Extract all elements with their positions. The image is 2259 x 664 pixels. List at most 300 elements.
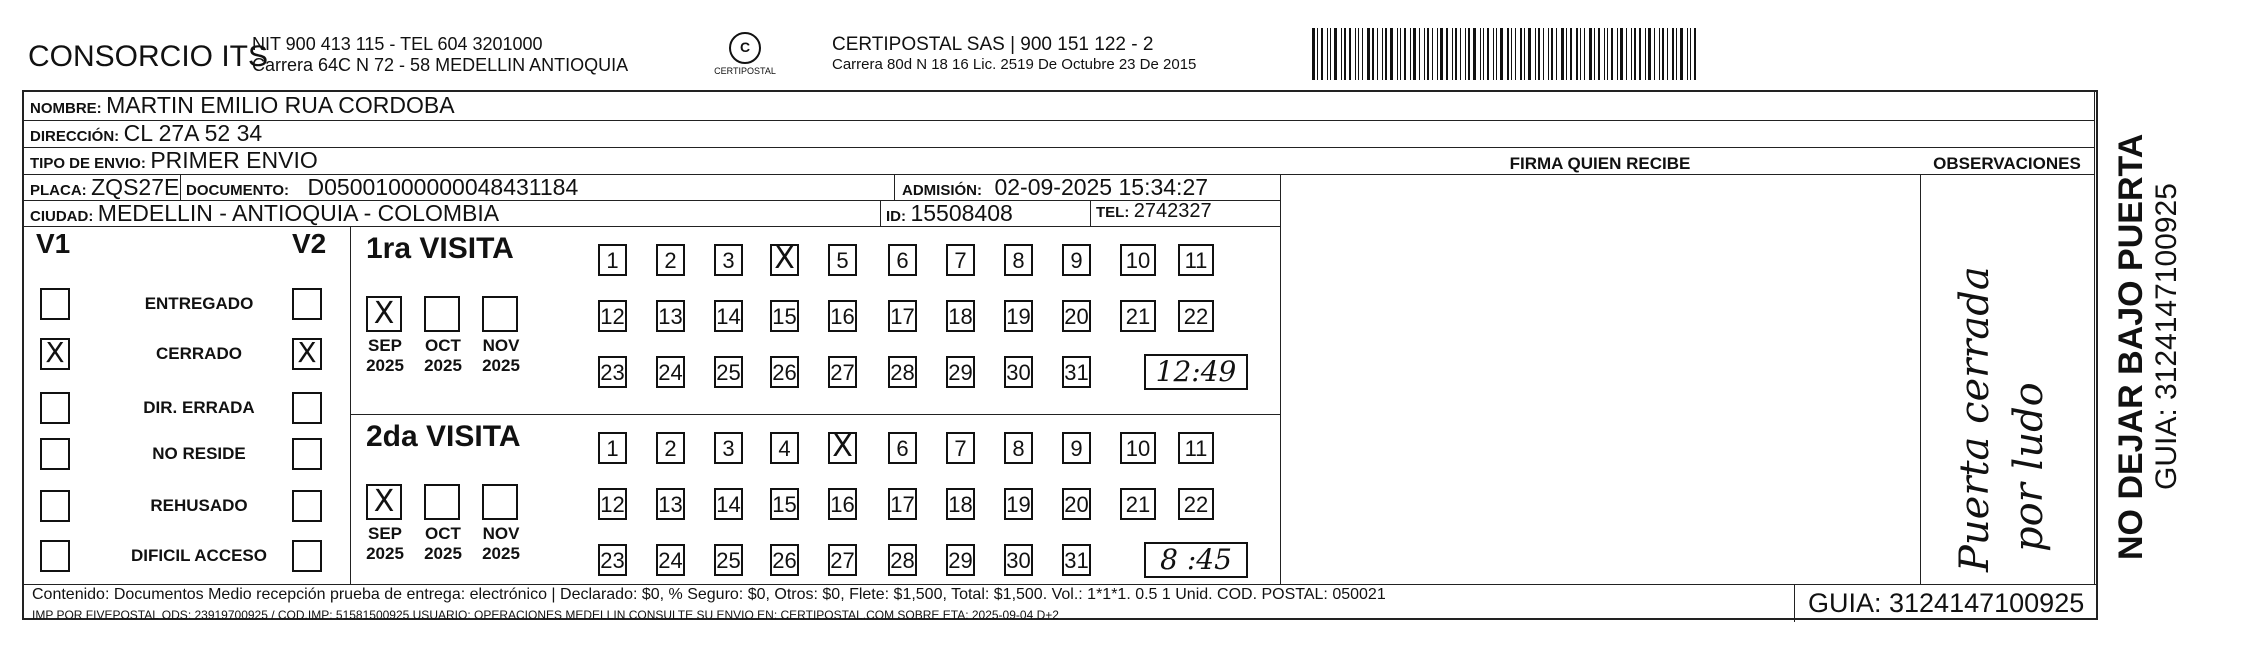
day-box[interactable] (946, 544, 975, 576)
day-number: 10 (1125, 436, 1151, 461)
admision-label: ADMISIÓN: (902, 182, 982, 199)
barcode-bar (1598, 28, 1600, 80)
day-box[interactable] (1120, 488, 1156, 520)
month-name: NOV (482, 524, 520, 543)
barcode-bar (1473, 28, 1476, 80)
certipostal-line: CERTIPOSTAL SAS | 900 151 122 - 2 (832, 34, 1154, 55)
tipo-row (30, 147, 318, 174)
barcode-bar (1662, 28, 1664, 80)
barcode-bar (1493, 28, 1494, 80)
day-box[interactable] (1004, 300, 1033, 332)
day-box[interactable] (1004, 488, 1033, 520)
v1-checkbox[interactable] (40, 288, 70, 320)
visit-time[interactable]: 12:49 (1144, 354, 1248, 390)
day-box[interactable] (1004, 544, 1033, 576)
day-number: 3 (722, 436, 735, 461)
status-label: CERRADO (156, 344, 242, 363)
day-box[interactable] (888, 488, 917, 520)
barcode-bar (1515, 28, 1516, 80)
day-number: 23 (600, 360, 625, 385)
day-box[interactable] (946, 244, 975, 276)
barcode-bar (1580, 28, 1581, 80)
day-number: 29 (948, 548, 973, 573)
status-label: DIR. ERRADA (143, 398, 255, 417)
day-box[interactable] (1062, 432, 1091, 464)
barcode-bar (1487, 28, 1489, 80)
month-name: SEP (367, 336, 403, 355)
barcode-bar (1576, 28, 1578, 80)
barcode-bar (1604, 28, 1605, 80)
day-box[interactable] (1120, 244, 1156, 276)
day-box[interactable] (946, 432, 975, 464)
day-box[interactable] (656, 244, 685, 276)
logo-text: CERTIPOSTAL (714, 66, 776, 76)
footer-impresion: IMP POR FIVEPOSTAL ODS: 23919700925 / COD.IMP: 51581500925 USUARIO: OPERACIONES MEDELLIN CONSULTE SU ENVIO EN: CERTIPOSTAL.COM SOBRE ETA: 2025-09-04 D+2 (32, 608, 1059, 622)
barcode-bar (1377, 28, 1378, 80)
certipostal-info (832, 34, 1196, 73)
barcode-bar (1312, 28, 1315, 80)
tel-value: 2742327 (1133, 200, 1212, 222)
day-box[interactable] (656, 544, 685, 576)
barcode-bar (1455, 28, 1457, 80)
barcode-bar (1372, 28, 1374, 80)
day-box[interactable] (714, 544, 743, 576)
v2-checkbox[interactable] (292, 438, 322, 470)
barcode-bar (1634, 28, 1636, 80)
v1-checkbox[interactable]: X (40, 338, 70, 370)
day-box[interactable] (770, 544, 799, 576)
nombre-label: NOMBRE: (30, 100, 102, 117)
barcode-bar (1437, 28, 1438, 80)
day-number: 29 (948, 360, 973, 385)
month-year: 2025 (482, 356, 520, 375)
day-box[interactable] (888, 544, 917, 576)
day-number: 6 (896, 436, 909, 461)
day-box[interactable] (946, 300, 975, 332)
day-number: 7 (954, 436, 967, 461)
barcode-bar (1330, 28, 1331, 80)
barcode-bar (1358, 28, 1359, 80)
day-number: 30 (1006, 360, 1031, 385)
month-checkbox[interactable] (482, 296, 518, 332)
company-name: CONSORCIO ITS (28, 40, 269, 73)
day-number: 17 (890, 492, 915, 517)
day-number: 5 (836, 248, 849, 273)
day-number: 26 (772, 548, 797, 573)
day-mark: X (832, 429, 853, 464)
day-number: 21 (1125, 492, 1151, 517)
day-box[interactable] (828, 300, 857, 332)
barcode-bar (1654, 28, 1655, 80)
barcode-bar (1570, 28, 1572, 80)
barcode-bar (1620, 28, 1623, 80)
month-label (418, 524, 468, 564)
day-box[interactable] (888, 244, 917, 276)
v2-header: V2 (292, 228, 327, 259)
barcode-bar (1400, 28, 1401, 80)
day-box[interactable] (1120, 300, 1156, 332)
delivery-form (22, 90, 2098, 620)
day-box[interactable] (1178, 300, 1214, 332)
v1-checkbox[interactable] (40, 540, 70, 572)
barcode-bar (1617, 28, 1618, 80)
status-label: DIFICIL ACCESO (130, 546, 267, 565)
barcode-bar (1528, 28, 1531, 80)
logo-icon: C (729, 32, 761, 64)
barcode-bar (1385, 28, 1387, 80)
month-checkbox[interactable] (482, 484, 518, 520)
day-box[interactable] (598, 432, 627, 464)
documento-value: D05001000000048431184 (307, 174, 579, 200)
barcode-bar (1626, 28, 1627, 80)
day-number: 12 (600, 492, 625, 517)
barcode-bar (1344, 28, 1346, 80)
barcode-bar (1382, 28, 1383, 80)
day-number: 27 (830, 548, 855, 573)
day-box[interactable] (1062, 244, 1091, 276)
day-number: 2 (664, 436, 677, 461)
v1-checkbox[interactable] (40, 438, 70, 470)
barcode-bar (1645, 28, 1646, 80)
barcode-bar (1432, 28, 1433, 80)
day-box[interactable] (828, 488, 857, 520)
day-box[interactable] (1062, 488, 1091, 520)
barcode-bar (1556, 28, 1557, 80)
barcode-bar (1440, 28, 1443, 80)
placa-label: PLACA: (30, 182, 87, 199)
day-number: 1 (606, 248, 619, 273)
day-number: 28 (890, 360, 915, 385)
month-year: 2025 (366, 544, 404, 563)
v2-checkbox[interactable] (292, 288, 322, 320)
barcode-bar (1648, 28, 1651, 80)
day-number: 6 (896, 248, 909, 273)
nombre-value: MARTIN EMILIO RUA CORDOBA (106, 92, 455, 118)
barcode-bar (1321, 28, 1323, 80)
day-box[interactable] (656, 300, 685, 332)
day-box[interactable] (1062, 300, 1091, 332)
day-box[interactable] (1004, 432, 1033, 464)
day-box[interactable] (770, 432, 799, 464)
day-box[interactable] (656, 488, 685, 520)
barcode-bar (1397, 28, 1398, 80)
barcode-bar (1367, 28, 1370, 80)
documento-field (186, 174, 578, 201)
v2-checkbox[interactable] (292, 490, 322, 522)
barcode-bar (1460, 28, 1461, 80)
barcode-bar (1327, 28, 1328, 80)
day-number: 19 (1006, 492, 1031, 517)
barcode-bar (1362, 28, 1363, 80)
tel-label: TEL: (1096, 204, 1130, 221)
day-number: 21 (1125, 304, 1151, 329)
barcode-bar (1607, 28, 1608, 80)
day-box[interactable] (714, 300, 743, 332)
month-year: 2025 (366, 356, 404, 375)
month-name: OCT (425, 336, 461, 355)
v1-checkbox[interactable] (40, 490, 70, 522)
observaciones-header: OBSERVACIONES (1933, 154, 2081, 173)
barcode-bar (1676, 28, 1677, 80)
day-box[interactable] (828, 429, 857, 464)
barcode-bar (1334, 28, 1337, 80)
day-number: 15 (772, 304, 797, 329)
day-box[interactable] (1178, 488, 1214, 520)
barcode-bar (1680, 28, 1683, 80)
day-box[interactable] (1178, 432, 1214, 464)
tipo-label: TIPO DE ENVIO: (30, 155, 146, 172)
day-box[interactable] (714, 356, 743, 388)
barcode-bar (1500, 28, 1503, 80)
ciudad-value: MEDELLIN - ANTIOQUIA - COLOMBIA (97, 200, 500, 226)
tipo-value: PRIMER ENVIO (150, 147, 318, 173)
day-box[interactable] (828, 544, 857, 576)
month-label (418, 336, 468, 376)
month-label (360, 336, 410, 376)
month-label (360, 524, 410, 564)
barcode-bar (1694, 28, 1696, 80)
barcode-bar (1631, 28, 1632, 80)
address-line: Carrera 64C N 72 - 58 MEDELLIN ANTIOQUIA (252, 55, 629, 75)
day-number: 28 (890, 548, 915, 573)
observaciones-note-1: Puerta cerrada (1952, 266, 1998, 572)
day-box[interactable] (714, 432, 743, 464)
barcode-bar (1355, 28, 1356, 80)
day-box[interactable] (598, 356, 627, 388)
firma-header: FIRMA QUIEN RECIBE (1509, 154, 1691, 173)
day-number: 13 (658, 304, 683, 329)
barcode-bar (1566, 28, 1567, 80)
month-name: SEP (367, 524, 403, 543)
barcode-bar (1390, 28, 1393, 80)
admision-field (902, 174, 1208, 201)
day-box[interactable] (888, 300, 917, 332)
barcode-bar (1584, 28, 1585, 80)
day-box[interactable] (656, 356, 685, 388)
month-checkbox[interactable] (424, 296, 460, 332)
nombre-row (30, 92, 455, 119)
day-number: 18 (948, 492, 973, 517)
day-number: 22 (1183, 304, 1209, 329)
day-box[interactable] (770, 300, 799, 332)
side-guia: GUIA: 3124147100925 (2150, 183, 2183, 490)
day-box[interactable] (888, 432, 917, 464)
day-number: 18 (948, 304, 973, 329)
day-number: 11 (1184, 248, 1208, 273)
day-box[interactable] (714, 488, 743, 520)
barcode-bar (1690, 28, 1691, 80)
placa-field (30, 174, 179, 201)
barcode-bar (1446, 28, 1448, 80)
day-box[interactable] (1120, 432, 1156, 464)
barcode-bar (1424, 28, 1425, 80)
id-value: 15508408 (910, 200, 1013, 226)
status-label: ENTREGADO (144, 294, 254, 313)
barcode-bar (1468, 28, 1470, 80)
day-mark: X (774, 241, 795, 276)
day-number: 30 (1006, 548, 1031, 573)
barcode-bar (1413, 28, 1416, 80)
v2-checkbox[interactable] (292, 392, 322, 424)
barcode-bar (1535, 28, 1536, 80)
day-box[interactable] (598, 300, 627, 332)
day-number: 15 (772, 492, 797, 517)
day-number: 13 (658, 492, 683, 517)
barcode-bar (1611, 28, 1613, 80)
day-box[interactable] (770, 241, 799, 276)
ciudad-field (30, 200, 499, 227)
barcode-bar (1410, 28, 1411, 80)
month-checkbox[interactable]: X (366, 484, 402, 520)
v1-checkbox[interactable] (40, 392, 70, 424)
day-number: 9 (1070, 436, 1083, 461)
day-number: 31 (1064, 360, 1089, 385)
day-number: 12 (600, 304, 625, 329)
visit-time[interactable]: 8 :45 (1144, 542, 1248, 578)
day-number: 23 (600, 548, 625, 573)
day-box[interactable] (1062, 544, 1091, 576)
day-box[interactable] (1178, 244, 1214, 276)
month-label (476, 524, 526, 564)
day-number: 4 (778, 436, 791, 461)
day-number: 14 (716, 492, 741, 517)
company-info (252, 34, 628, 76)
day-box[interactable] (946, 356, 975, 388)
day-box[interactable] (598, 488, 627, 520)
day-number: 25 (716, 360, 741, 385)
barcode-bar (1548, 28, 1549, 80)
day-box[interactable] (714, 244, 743, 276)
barcode-bar (1524, 28, 1525, 80)
day-number: 19 (1006, 304, 1031, 329)
status-label: REHUSADO (150, 496, 248, 515)
day-number: 27 (830, 360, 855, 385)
day-number: 11 (1184, 436, 1208, 461)
barcode-bar (1543, 28, 1544, 80)
barcode-bar (1419, 28, 1420, 80)
id-field (886, 200, 1013, 227)
tel-field (1096, 200, 1212, 223)
v1-header: V1 (36, 228, 71, 259)
day-number: 2 (664, 248, 677, 273)
day-box[interactable] (828, 244, 857, 276)
barcode-bar (1427, 28, 1429, 80)
day-box[interactable] (946, 488, 975, 520)
day-number: 20 (1064, 304, 1089, 329)
side-title: NO DEJAR BAJO PUERTA (2112, 133, 2150, 560)
month-year: 2025 (424, 544, 462, 563)
barcode-bar (1687, 28, 1688, 80)
day-box[interactable] (888, 356, 917, 388)
month-year: 2025 (424, 356, 462, 375)
month-name: NOV (482, 336, 520, 355)
certipostal-sub: Carrera 80d N 18 16 Lic. 2519 De Octubre 23 De 2015 (832, 56, 1197, 73)
barcode-bar (1672, 28, 1674, 80)
day-number: 24 (658, 548, 683, 573)
placa-value: ZQS27E (91, 174, 180, 200)
day-number: 7 (954, 248, 967, 273)
day-number: 9 (1070, 248, 1083, 273)
barcode-bar (1511, 28, 1512, 80)
direccion-value: CL 27A 52 34 (123, 120, 263, 146)
day-box[interactable] (656, 432, 685, 464)
day-number: 31 (1064, 548, 1089, 573)
barcode-bar (1667, 28, 1668, 80)
barcode-bar (1507, 28, 1509, 80)
barcode-bar (1317, 28, 1318, 80)
id-label: ID: (886, 208, 906, 225)
barcode-bar (1349, 28, 1351, 80)
day-number: 24 (658, 360, 683, 385)
barcode-bar (1538, 28, 1540, 80)
barcode-bar (1480, 28, 1481, 80)
barcode-bar (1639, 28, 1641, 80)
day-number: 25 (716, 548, 741, 573)
direccion-row (30, 120, 262, 147)
day-number: 14 (716, 304, 741, 329)
barcode-bar (1659, 28, 1660, 80)
v2-checkbox[interactable] (292, 540, 322, 572)
visit-title: 2da VISITA (366, 420, 521, 453)
v2-checkbox[interactable]: X (292, 338, 322, 370)
day-box[interactable] (828, 356, 857, 388)
footer-guia: GUIA: 3124147100925 (1808, 588, 2085, 618)
barcode-bar (1551, 28, 1553, 80)
admision-value: 02-09-2025 15:34:27 (994, 174, 1209, 200)
footer-content: Contenido: Documentos Medio recepción prueba de entrega: electrónico | Declarado: $0, % Seguro: $0, Otros: $0, Flete: $1,500, Total: $1,500. Vol.: 1*1*1. 0.5 1 Unid. COD. POSTAL: 050021 (32, 586, 1386, 603)
barcode-bar (1496, 28, 1497, 80)
certipostal-logo (712, 32, 778, 82)
observaciones-note-2: por ludo (2006, 382, 2052, 552)
barcode-bar (1483, 28, 1484, 80)
barcode (1312, 28, 1952, 80)
day-box[interactable] (770, 356, 799, 388)
barcode-bar (1561, 28, 1564, 80)
day-number: 26 (772, 360, 797, 385)
direccion-label: DIRECCIÓN: (30, 128, 120, 145)
day-number: 8 (1012, 248, 1025, 273)
status-label: NO RESIDE (152, 444, 246, 463)
day-box[interactable] (598, 544, 627, 576)
day-box[interactable] (1004, 356, 1033, 388)
day-number: 1 (606, 436, 619, 461)
barcode-bar (1589, 28, 1592, 80)
day-box[interactable] (770, 488, 799, 520)
barcode-bar (1594, 28, 1595, 80)
day-number: 10 (1125, 248, 1151, 273)
day-number: 8 (1012, 436, 1025, 461)
month-label (476, 336, 526, 376)
barcode-bar (1341, 28, 1342, 80)
day-number: 17 (890, 304, 915, 329)
day-box[interactable] (1004, 244, 1033, 276)
month-year: 2025 (482, 544, 520, 563)
day-box[interactable] (598, 244, 627, 276)
ciudad-label: CIUDAD: (30, 208, 94, 225)
visit-title: 1ra VISITA (366, 232, 514, 265)
month-checkbox[interactable] (424, 484, 460, 520)
month-checkbox[interactable]: X (366, 296, 402, 332)
barcode-bar (1404, 28, 1406, 80)
documento-label: DOCUMENTO: (186, 182, 290, 199)
month-name: OCT (425, 524, 461, 543)
nit-line: NIT 900 413 115 - TEL 604 3201000 (252, 34, 543, 54)
day-number: 3 (722, 248, 735, 273)
day-number: 22 (1183, 492, 1209, 517)
day-box[interactable] (1062, 356, 1091, 388)
barcode-bar (1520, 28, 1522, 80)
barcode-bar (1452, 28, 1453, 80)
